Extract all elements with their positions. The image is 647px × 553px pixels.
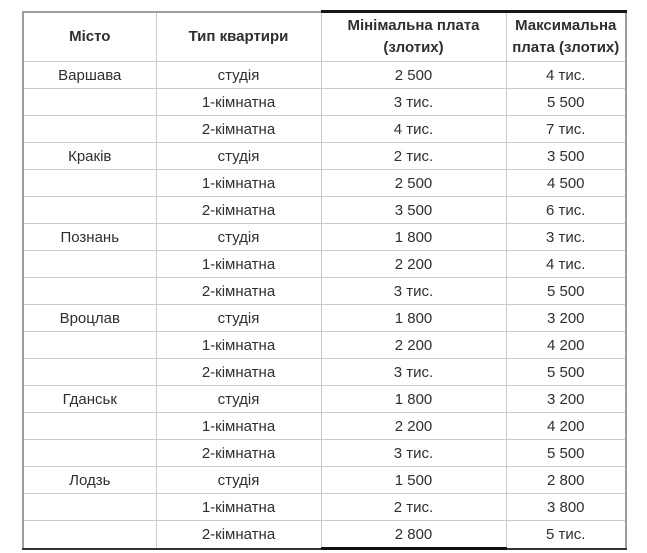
table-row bbox=[23, 440, 626, 467]
table-row bbox=[23, 89, 626, 116]
apartment-type-cell: 2-кімнатна bbox=[156, 440, 321, 467]
min-price-cell: 3 тис. bbox=[321, 440, 506, 467]
city-cell bbox=[23, 359, 156, 386]
table-row bbox=[23, 251, 626, 278]
apartment-type-cell: 2-кімнатна bbox=[156, 278, 321, 305]
table-row bbox=[23, 170, 626, 197]
table-body bbox=[23, 62, 626, 549]
city-cell bbox=[23, 116, 156, 143]
apartment-type-cell: 2-кімнатна bbox=[156, 521, 321, 549]
min-price-cell: 2 800 bbox=[321, 521, 506, 549]
apartment-type-cell: 1-кімнатна bbox=[156, 332, 321, 359]
max-price-cell: 3 200 bbox=[506, 305, 626, 332]
max-price-cell: 2 800 bbox=[506, 467, 626, 494]
column-header-apartment-type: Тип квартири bbox=[156, 12, 321, 62]
max-price-cell: 4 200 bbox=[506, 413, 626, 440]
city-cell: Лодзь bbox=[23, 467, 156, 494]
apartment-type-cell: 2-кімнатна bbox=[156, 359, 321, 386]
max-price-cell: 6 тис. bbox=[506, 197, 626, 224]
min-price-cell: 1 800 bbox=[321, 305, 506, 332]
min-price-cell: 1 800 bbox=[321, 386, 506, 413]
min-price-cell: 4 тис. bbox=[321, 116, 506, 143]
max-price-cell: 5 500 bbox=[506, 359, 626, 386]
table-row bbox=[23, 521, 626, 549]
city-cell: Познань bbox=[23, 224, 156, 251]
min-price-cell: 1 800 bbox=[321, 224, 506, 251]
rental-prices-table-container bbox=[22, 10, 627, 550]
apartment-type-cell: студія bbox=[156, 467, 321, 494]
max-price-cell: 3 500 bbox=[506, 143, 626, 170]
table-row bbox=[23, 116, 626, 143]
apartment-type-cell: 1-кімнатна bbox=[156, 494, 321, 521]
table-row bbox=[23, 386, 626, 413]
apartment-type-cell: 2-кімнатна bbox=[156, 197, 321, 224]
column-header-city: Місто bbox=[23, 12, 156, 62]
table-row bbox=[23, 278, 626, 305]
city-cell: Краків bbox=[23, 143, 156, 170]
header-row bbox=[23, 12, 626, 62]
city-cell bbox=[23, 251, 156, 278]
apartment-type-cell: 2-кімнатна bbox=[156, 116, 321, 143]
city-cell bbox=[23, 440, 156, 467]
table-header bbox=[23, 12, 626, 62]
min-price-cell: 2 тис. bbox=[321, 143, 506, 170]
max-price-cell: 4 500 bbox=[506, 170, 626, 197]
max-price-cell: 4 тис. bbox=[506, 251, 626, 278]
table-row bbox=[23, 413, 626, 440]
city-cell bbox=[23, 521, 156, 549]
table-row bbox=[23, 359, 626, 386]
table-row bbox=[23, 143, 626, 170]
min-price-cell: 3 тис. bbox=[321, 89, 506, 116]
apartment-type-cell: 1-кімнатна bbox=[156, 413, 321, 440]
table-row bbox=[23, 224, 626, 251]
column-header-max-price: Максимальна плата (злотих) bbox=[506, 12, 626, 62]
apartment-type-cell: 1-кімнатна bbox=[156, 251, 321, 278]
city-cell bbox=[23, 170, 156, 197]
max-price-cell: 3 200 bbox=[506, 386, 626, 413]
max-price-cell: 4 тис. bbox=[506, 62, 626, 89]
max-price-cell: 5 500 bbox=[506, 89, 626, 116]
max-price-cell: 3 тис. bbox=[506, 224, 626, 251]
apartment-type-cell: 1-кімнатна bbox=[156, 170, 321, 197]
min-price-cell: 2 тис. bbox=[321, 494, 506, 521]
city-cell bbox=[23, 494, 156, 521]
table-row bbox=[23, 467, 626, 494]
max-price-cell: 3 800 bbox=[506, 494, 626, 521]
max-price-cell: 4 200 bbox=[506, 332, 626, 359]
city-cell bbox=[23, 89, 156, 116]
min-price-cell: 2 200 bbox=[321, 251, 506, 278]
city-cell: Гданськ bbox=[23, 386, 156, 413]
table-row bbox=[23, 332, 626, 359]
min-price-cell: 2 200 bbox=[321, 332, 506, 359]
city-cell bbox=[23, 413, 156, 440]
min-price-cell: 1 500 bbox=[321, 467, 506, 494]
table-row bbox=[23, 494, 626, 521]
max-price-cell: 5 500 bbox=[506, 440, 626, 467]
apartment-type-cell: студія bbox=[156, 386, 321, 413]
apartment-type-cell: студія bbox=[156, 305, 321, 332]
city-cell: Вроцлав bbox=[23, 305, 156, 332]
apartment-type-cell: студія bbox=[156, 224, 321, 251]
max-price-cell: 5 500 bbox=[506, 278, 626, 305]
min-price-cell: 2 500 bbox=[321, 62, 506, 89]
max-price-cell: 7 тис. bbox=[506, 116, 626, 143]
min-price-cell: 3 тис. bbox=[321, 278, 506, 305]
rental-prices-table bbox=[22, 10, 627, 550]
min-price-cell: 2 200 bbox=[321, 413, 506, 440]
apartment-type-cell: студія bbox=[156, 62, 321, 89]
city-cell: Варшава bbox=[23, 62, 156, 89]
city-cell bbox=[23, 197, 156, 224]
min-price-cell: 3 500 bbox=[321, 197, 506, 224]
column-header-min-price: Мінімальна плата (злотих) bbox=[321, 12, 506, 62]
table-row bbox=[23, 305, 626, 332]
apartment-type-cell: студія bbox=[156, 143, 321, 170]
table-row bbox=[23, 62, 626, 89]
min-price-cell: 2 500 bbox=[321, 170, 506, 197]
max-price-cell: 5 тис. bbox=[506, 521, 626, 549]
city-cell bbox=[23, 278, 156, 305]
table-row bbox=[23, 197, 626, 224]
apartment-type-cell: 1-кімнатна bbox=[156, 89, 321, 116]
min-price-cell: 3 тис. bbox=[321, 359, 506, 386]
city-cell bbox=[23, 332, 156, 359]
